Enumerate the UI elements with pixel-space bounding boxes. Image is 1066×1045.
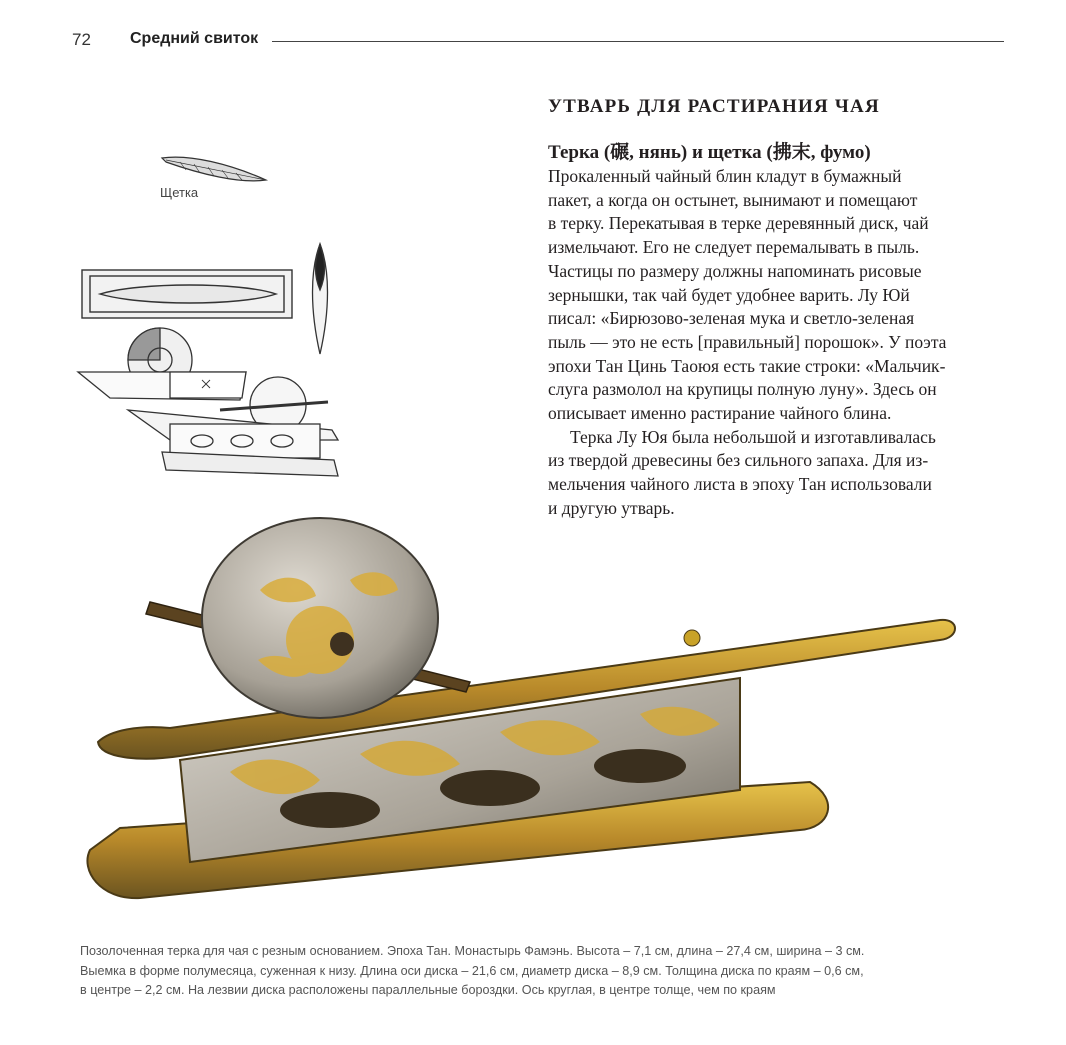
text-line: Частицы по размеру должны напоминать рисовые — [548, 260, 922, 281]
lid-knob — [684, 630, 700, 646]
text-line: описывает именно растирание чайного блина. — [548, 403, 892, 424]
subsection-title: Терка (碾, нянь) и щетка (拂末, фумо) — [548, 142, 871, 163]
wheel-side-view — [313, 244, 328, 354]
text-line: измельчают. Его не следует перемалывать в пыль. — [548, 237, 920, 258]
caption-line: Позолоченная терка для чая с резным основанием. Эпоха Тан. Монастырь Фамэнь. Высота – 7,1 см, длина – 27,4 см, ширина – 3 см. — [80, 944, 865, 958]
text-line: из твердой древесины без сильного запаха. Для из- — [548, 450, 929, 471]
text-line: и другую утварь. — [548, 497, 675, 518]
text-line: мельчения чайного листа в эпоху Тан использовали — [548, 474, 932, 495]
brush-drawing — [162, 157, 266, 181]
caption-line: Выемка в форме полумесяца, суженная к низу. Длина оси диска – 21,6 см, диаметр диска – 8,9 см. Толщина диска по краям – 0,6 см, — [80, 963, 864, 978]
trough-top-view — [82, 270, 292, 318]
text-line: пыль — это не есть [правильный] порошок». У поэта — [548, 331, 947, 352]
caption-line: в центре – 2,2 см. На лезвии диска расположены параллельные бороздки. Ось круглая, в центре толще, чем по краям — [80, 983, 776, 997]
header-rule — [272, 41, 1004, 42]
text-line: пакет, а когда он остынет, вынимают и помещают — [548, 189, 918, 210]
text-line: писал: «Бирюзово-зеленая мука и светло-зеленая — [548, 308, 915, 329]
text-line: слуга размолол на крупицы полную луну». Здесь он — [548, 379, 937, 400]
running-title: Средний свиток — [130, 30, 259, 47]
text-line: в терку. Перекатывая в терке деревянный диск, чай — [548, 213, 929, 234]
photo-caption — [80, 942, 1000, 1001]
paragraph-2 — [548, 426, 1008, 521]
brush-label: Щетка — [160, 185, 199, 200]
disc-drawing — [78, 328, 246, 400]
text-line: эпохи Тан Цинь Таоюя есть такие строки: «Мальчик- — [548, 355, 946, 376]
text-line: Терка Лу Юя была небольшой и изготавливалась — [570, 426, 936, 447]
paragraph-1 — [548, 165, 1008, 426]
gilded-tea-grinder-photo — [80, 510, 960, 930]
article-body — [548, 165, 1008, 521]
text-line: Прокаленный чайный блин кладут в бумажный — [548, 166, 902, 186]
text-line: зернышки, так чай будет удобнее варить. Лу Юй — [548, 284, 910, 305]
page-number: 72 — [72, 30, 91, 49]
disc-hub — [330, 632, 354, 656]
grinder-sketch — [70, 140, 360, 485]
section-title: УТВАРЬ ДЛЯ РАСТИРАНИЯ ЧАЯ — [548, 96, 880, 117]
running-header — [72, 30, 1004, 52]
